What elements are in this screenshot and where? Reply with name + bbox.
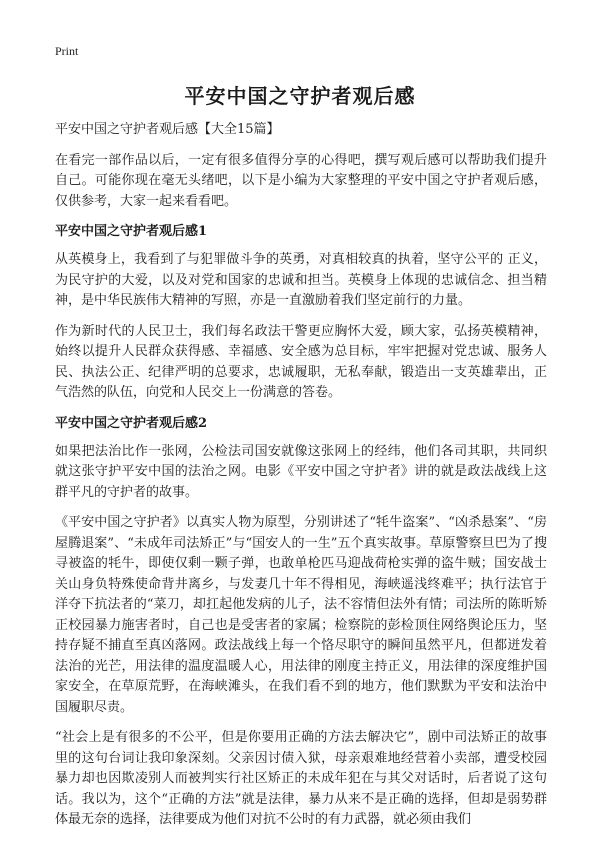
- section-paragraph: “社会上是有很多的不公平，但是你要用正确的方法去解决它”，剧中司法矫正的故事里的这句台词让我印象深刻。父亲因讨债入狱，母亲艰难地经营着小卖部，遭受校园暴力却也因欺凌别人而被判实行社区矫正的未成年犯在与其父对话时，后者说了这句话。我以为，这个“正确的方法”就是法律，暴力从来不是正确的选择，但却是弱势群体最无奈的选择，法律要成为他们对抗不公时的有力武器，就必须由我们: [55, 730, 547, 827]
- section-paragraph: 作为新时代的人民卫士，我们每名政法干警更应胸怀大爱，顾大家，弘扬英模精神，始终以提升人民群众获得感、幸福感、安全感为总目标，牢牢把握对党忠诚、服务人民、执法公正、纪律严明的总要求，忠诚履职，无私奉献，锻造出一支英雄辈出，正气浩然的队伍，向党和人民交上一份满意的答卷。: [55, 323, 547, 400]
- section-paragraph: 《平安中国之守护者》以真实人物为原型，分别讲述了“牦牛盗案”、“凶杀悬案”、“房屋腾退案”、“未成年司法矫正”与“国安人的一生”五个真实故事。草原警察旦巴为了搜寻被盗的牦牛，即使仅剩一颗子弹，也敢单枪匹马迎战荷枪实弹的盗牛贼；国安战士关山身负特殊使命背井离乡，与发妻几十年不得相见，海峡遥浅终难平；执行法官于洋夺下抗法者的“菜刀，却扛起他发病的儿子，法不容情但法外有情；司法所的陈昕矫正校园暴力施害者时，自己也是受害者的家属；检察院的彭检顶住网络舆论压力，坚持存疑不捕直至真凶落网。政法战线上每一个恪尽职守的瞬间虽然平凡，但都迸发着法治的光芒，用法律的温度温暖人心，用法律的刚度主持正义，用法律的深度维护国家安全，在草原荒野，在海峡滩头，在我们看不到的地方，他们默默为平安和法治中国履职尽责。: [55, 515, 547, 715]
- article-body: [55, 120, 547, 841]
- section-paragraph: 从英模身上，我看到了与犯罪做斗争的英勇，对真相较真的执着，坚守公平的 正义，为民守护的大爱，以及对党和国家的忠诚和担当。英模身上体现的忠诚信念、担当精神，是中华民族伟大精神的写照，亦是一直激励着我们坚定前行的力量。: [55, 252, 547, 308]
- article-subtitle: 平安中国之守护者观后感【大全15篇】: [55, 122, 280, 137]
- section-heading: 平安中国之守护者观后感1: [55, 224, 208, 239]
- intro-paragraph: 在看完一部作品以后，一定有很多值得分享的心得吧，撰写观后感可以帮助我们提升自己。可能你现在毫无头绪吧，以下是小编为大家整理的平安中国之守护者观后感，仅供参考，大家一起来看看吧。: [55, 152, 547, 209]
- section-heading: 平安中国之守护者观后感2: [55, 415, 208, 431]
- page-title: 平安中国之守护者观后感: [184, 84, 416, 108]
- section-paragraph: 如果把法治比作一张网，公检法司国安就像这张网上的经纬，他们各司其职，共同织就这张守护平安中国的法治之网。电影《平安中国之守护者》讲的就是政法战线上这群平凡的守护者的故事。: [55, 443, 547, 500]
- print-label: Print: [55, 44, 79, 58]
